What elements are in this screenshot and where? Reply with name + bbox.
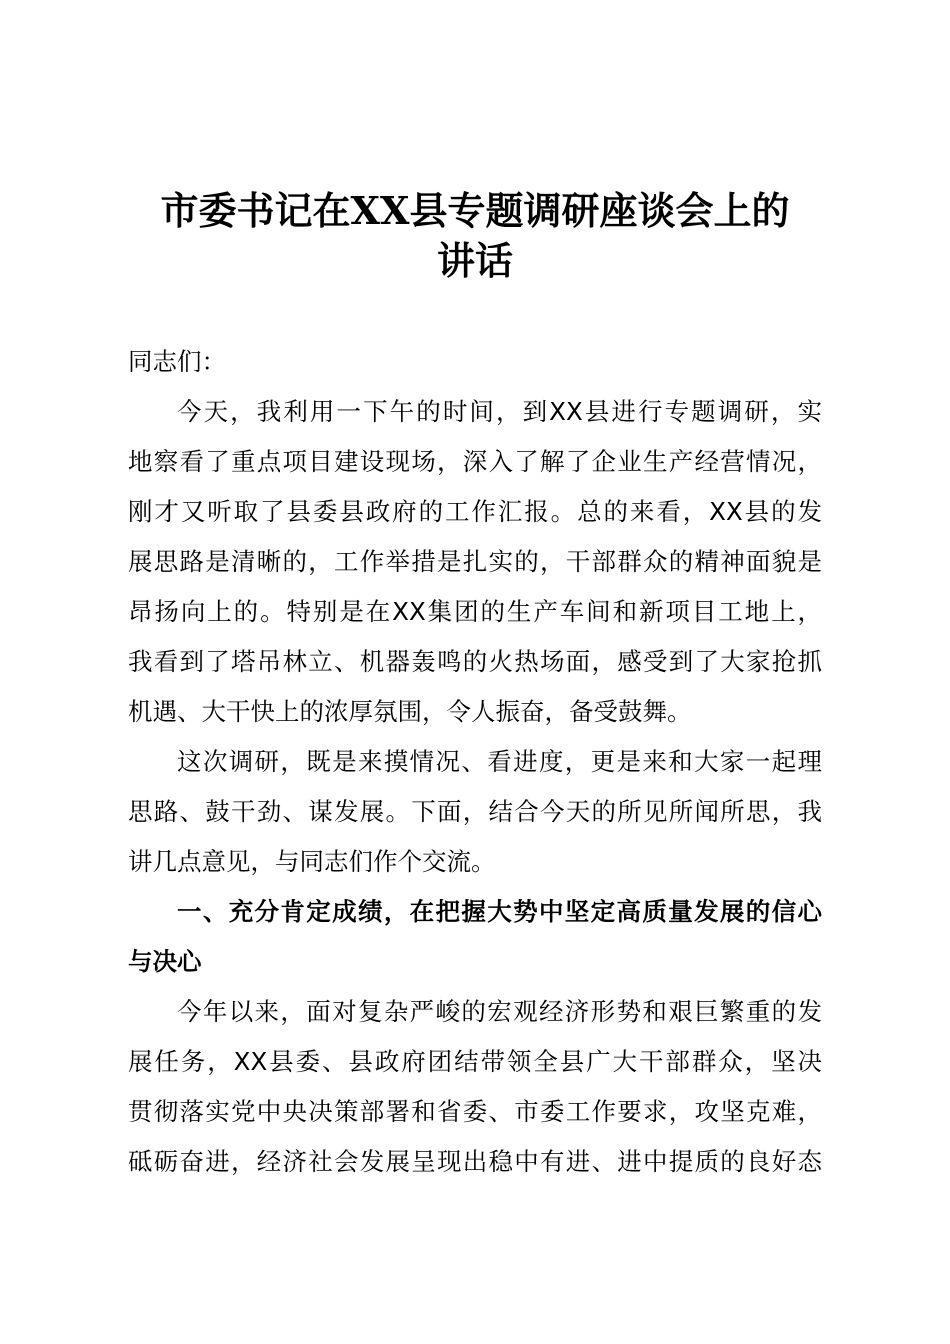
document-title (100, 186, 850, 286)
text-line: 今年以来，面对复杂严峻的宏观经济形势和艰巨繁重的发 (177, 997, 822, 1026)
text-line: 讲几点意见，与同志们作个交流。 (128, 847, 496, 876)
title-line-1: 市委书记在XX县专题调研座谈会上的 (160, 188, 790, 233)
section-heading (128, 887, 822, 987)
text-line: 展任务，XX县委、县政府团结带领全县广大干部群众，坚决 (128, 1047, 822, 1076)
text-line: 地察看了重点项目建设现场，深入了解了企业生产经营情况， (128, 447, 822, 476)
text-line: 昂扬向上的。特别是在XX集团的生产车间和新项目工地上， (128, 597, 822, 626)
text-line: 展思路是清晰的，工作举措是扎实的，干部群众的精神面貌是 (128, 547, 822, 576)
text-line: 思路、鼓干劲、谋发展。下面，结合今天的所见所闻所思，我 (128, 797, 822, 826)
paragraphs (128, 387, 822, 1187)
text-line: 刚才又听取了县委县政府的工作汇报。总的来看，XX县的发 (128, 497, 822, 526)
text-line: 砥砺奋进，经济社会发展呈现出稳中有进、进中提质的良好态 (128, 1147, 822, 1176)
document-body (128, 337, 822, 1187)
text-line: 贯彻落实党中央决策部署和省委、市委工作要求，攻坚克难， (128, 1097, 822, 1126)
greeting: 同志们： (128, 347, 226, 376)
text-line: 一、充分肯定成绩，在把握大势中坚定高质量发展的信心 (177, 897, 822, 926)
text-line: 这次调研，既是来摸情况、看进度，更是来和大家一起理 (177, 747, 822, 776)
paragraph (128, 737, 822, 887)
paragraph (128, 387, 822, 737)
text-line: 机遇、大干快上的浓厚氛围，令人振奋，备受鼓舞。 (128, 697, 692, 726)
title-line-2: 讲话 (436, 238, 513, 283)
text-line: 与决心 (128, 947, 202, 976)
text-line: 我看到了塔吊林立、机器轰鸣的火热场面，感受到了大家抢抓 (128, 647, 822, 676)
paragraph (128, 987, 822, 1187)
text-line: 今天，我利用一下午的时间，到XX县进行专题调研，实 (177, 397, 822, 426)
